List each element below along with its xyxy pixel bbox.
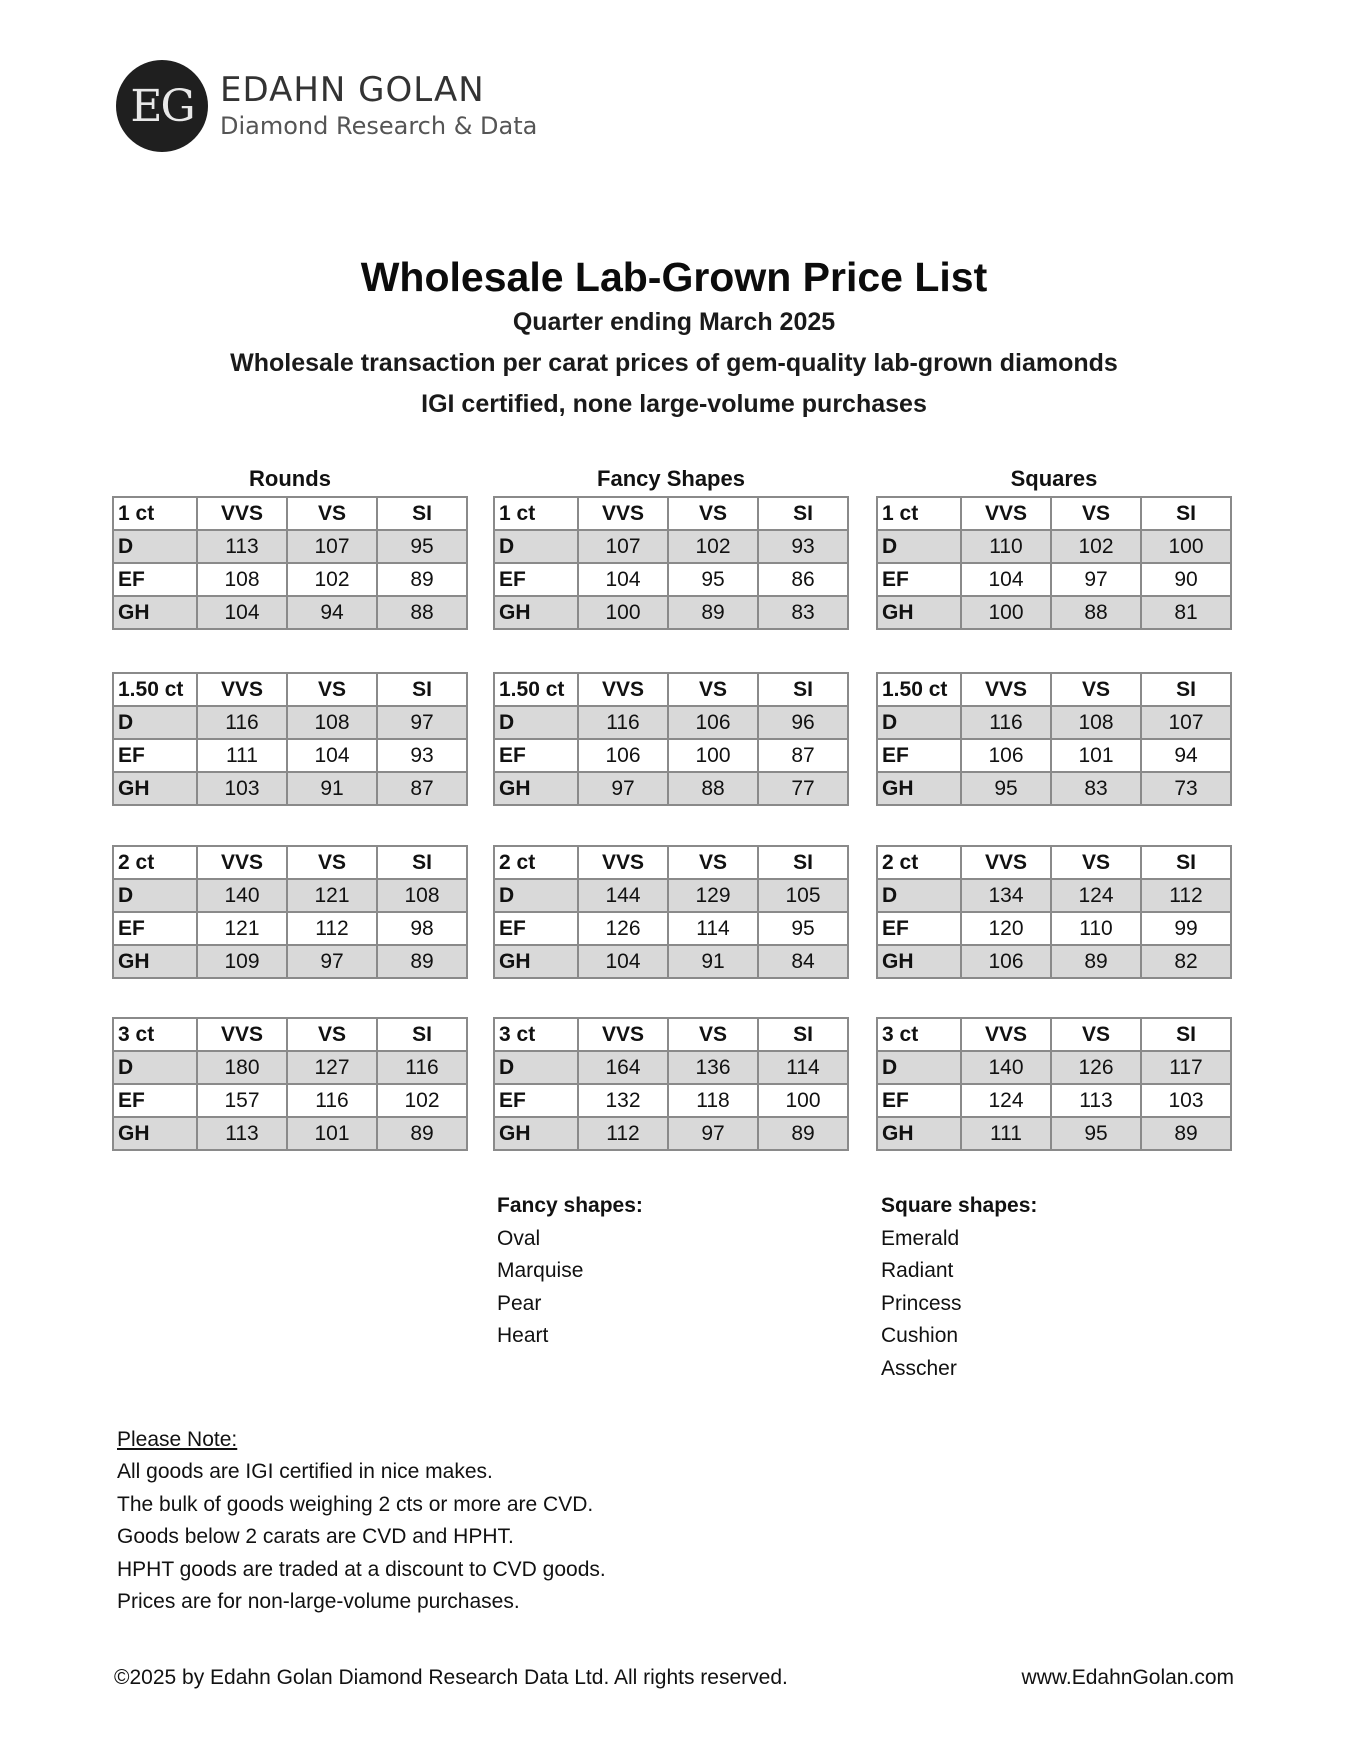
- price-cell: 104: [197, 596, 287, 629]
- carat-size-cell: 1.50 ct: [494, 673, 578, 706]
- color-grade-cell: EF: [877, 563, 961, 596]
- price-cell: 121: [287, 879, 377, 912]
- table-row: [877, 563, 1231, 596]
- price-cell: 107: [578, 530, 668, 563]
- color-grade-cell: EF: [494, 563, 578, 596]
- color-grade-cell: EF: [877, 1084, 961, 1117]
- price-cell: 113: [197, 1117, 287, 1150]
- note-line: The bulk of goods weighing 2 cts or more are CVD.: [117, 1492, 594, 1516]
- page-certification-note: IGI certified, none large-volume purchases: [421, 390, 927, 418]
- price-cell: 117: [1141, 1051, 1231, 1084]
- color-grade-cell: GH: [113, 945, 197, 978]
- fancy-column-title: Fancy Shapes: [597, 466, 745, 491]
- table-row: [877, 739, 1231, 772]
- price-cell: 88: [377, 596, 467, 629]
- table-row: [494, 1117, 848, 1150]
- color-grade-cell: GH: [877, 1117, 961, 1150]
- price-cell: 101: [1051, 739, 1141, 772]
- color-grade-cell: GH: [113, 772, 197, 805]
- price-cell: 106: [578, 739, 668, 772]
- price-cell: 86: [758, 563, 848, 596]
- table-row: [494, 945, 848, 978]
- price-cell: 96: [758, 706, 848, 739]
- price-cell: 102: [1051, 530, 1141, 563]
- price-cell: 97: [1051, 563, 1141, 596]
- price-cell: 100: [578, 596, 668, 629]
- price-cell: 116: [961, 706, 1051, 739]
- price-cell: 108: [197, 563, 287, 596]
- logo-monogram: EG: [116, 60, 208, 152]
- price-cell: 108: [287, 706, 377, 739]
- price-cell: 124: [961, 1084, 1051, 1117]
- clarity-header-cell: VS: [1051, 497, 1141, 530]
- table-header-row: [113, 846, 467, 879]
- fancy-price-table: [493, 672, 849, 806]
- table-header-row: [494, 1018, 848, 1051]
- clarity-header-cell: SI: [1141, 846, 1231, 879]
- table-row: [494, 739, 848, 772]
- price-cell: 110: [1051, 912, 1141, 945]
- price-cell: 129: [668, 879, 758, 912]
- color-grade-cell: GH: [494, 1117, 578, 1150]
- footer-copyright: ©2025 by Edahn Golan Diamond Research Data Ltd. All rights reserved.: [114, 1666, 788, 1689]
- notes-section: [117, 1424, 606, 1618]
- price-cell: 97: [668, 1117, 758, 1150]
- rounds-price-table: [112, 1017, 468, 1151]
- square-shapes-list: [881, 1190, 1037, 1385]
- table-row: [877, 879, 1231, 912]
- table-row: [877, 596, 1231, 629]
- fancy-price-table: [493, 496, 849, 630]
- price-cell: 140: [197, 879, 287, 912]
- clarity-header-cell: SI: [758, 673, 848, 706]
- squares-price-table: [876, 496, 1232, 630]
- clarity-header-cell: VS: [287, 497, 377, 530]
- footer-website-link[interactable]: www.EdahnGolan.com: [1021, 1666, 1234, 1689]
- color-grade-cell: GH: [877, 772, 961, 805]
- clarity-header-cell: SI: [758, 497, 848, 530]
- color-grade-cell: EF: [113, 563, 197, 596]
- clarity-header-cell: VS: [668, 1018, 758, 1051]
- table-row: [877, 912, 1231, 945]
- color-grade-cell: EF: [113, 739, 197, 772]
- clarity-header-cell: VS: [1051, 1018, 1141, 1051]
- note-line: Goods below 2 carats are CVD and HPHT.: [117, 1525, 514, 1549]
- price-cell: 118: [668, 1084, 758, 1117]
- price-cell: 121: [197, 912, 287, 945]
- table-row: [494, 912, 848, 945]
- color-grade-cell: EF: [494, 912, 578, 945]
- price-cell: 107: [287, 530, 377, 563]
- table-row: [113, 1117, 467, 1150]
- clarity-header-cell: VVS: [578, 673, 668, 706]
- color-grade-cell: D: [877, 1051, 961, 1084]
- price-cell: 83: [1051, 772, 1141, 805]
- square-shapes-label: Square shapes:: [881, 1194, 1038, 1217]
- price-cell: 104: [287, 739, 377, 772]
- price-cell: 140: [961, 1051, 1051, 1084]
- table-row: [877, 772, 1231, 805]
- color-grade-cell: D: [494, 706, 578, 739]
- price-cell: 126: [1051, 1051, 1141, 1084]
- price-cell: 89: [758, 1117, 848, 1150]
- price-cell: 157: [197, 1084, 287, 1117]
- clarity-header-cell: VVS: [197, 497, 287, 530]
- price-cell: 113: [197, 530, 287, 563]
- fancy-price-table: [493, 845, 849, 979]
- page-description: Wholesale transaction per carat prices of gem-quality lab-grown diamonds: [230, 349, 1118, 377]
- price-cell: 164: [578, 1051, 668, 1084]
- color-grade-cell: EF: [113, 1084, 197, 1117]
- table-row: [877, 1084, 1231, 1117]
- price-cell: 126: [578, 912, 668, 945]
- note-line: Prices are for non-large-volume purchases.: [117, 1590, 520, 1614]
- clarity-header-cell: VVS: [197, 846, 287, 879]
- clarity-header-cell: VS: [1051, 673, 1141, 706]
- table-header-row: [494, 673, 848, 706]
- clarity-header-cell: VVS: [961, 1018, 1051, 1051]
- carat-size-cell: 3 ct: [494, 1018, 578, 1051]
- table-row: [113, 1084, 467, 1117]
- price-cell: 77: [758, 772, 848, 805]
- clarity-header-cell: SI: [1141, 673, 1231, 706]
- price-cell: 136: [668, 1051, 758, 1084]
- color-grade-cell: EF: [494, 739, 578, 772]
- table-row: [113, 879, 467, 912]
- logo-name: EDAHN GOLAN: [220, 70, 485, 110]
- rounds-price-table: [112, 845, 468, 979]
- table-row: [494, 596, 848, 629]
- price-cell: 134: [961, 879, 1051, 912]
- table-row: [113, 945, 467, 978]
- price-cell: 180: [197, 1051, 287, 1084]
- rounds-price-table: [112, 496, 468, 630]
- clarity-header-cell: SI: [377, 1018, 467, 1051]
- price-cell: 104: [578, 945, 668, 978]
- price-cell: 95: [668, 563, 758, 596]
- price-cell: 97: [377, 706, 467, 739]
- price-cell: 108: [1051, 706, 1141, 739]
- price-cell: 112: [287, 912, 377, 945]
- carat-size-cell: 3 ct: [113, 1018, 197, 1051]
- price-cell: 116: [287, 1084, 377, 1117]
- clarity-header-cell: SI: [1141, 497, 1231, 530]
- price-cell: 144: [578, 879, 668, 912]
- price-cell: 112: [578, 1117, 668, 1150]
- price-cell: 89: [1141, 1117, 1231, 1150]
- table-header-row: [113, 673, 467, 706]
- list-item: Asscher: [881, 1356, 957, 1380]
- price-cell: 114: [758, 1051, 848, 1084]
- page-title: Wholesale Lab-Grown Price List: [360, 254, 988, 300]
- table-row: [494, 563, 848, 596]
- fancy-price-table: [493, 1017, 849, 1151]
- price-cell: 95: [758, 912, 848, 945]
- price-cell: 102: [377, 1084, 467, 1117]
- price-cell: 107: [1141, 706, 1231, 739]
- clarity-header-cell: SI: [377, 846, 467, 879]
- price-cell: 106: [668, 706, 758, 739]
- list-item: Radiant: [881, 1259, 954, 1282]
- clarity-header-cell: SI: [1141, 1018, 1231, 1051]
- price-cell: 89: [377, 1117, 467, 1150]
- clarity-header-cell: VVS: [961, 846, 1051, 879]
- price-cell: 89: [1051, 945, 1141, 978]
- table-row: [877, 706, 1231, 739]
- color-grade-cell: GH: [494, 596, 578, 629]
- price-cell: 100: [961, 596, 1051, 629]
- table-header-row: [494, 846, 848, 879]
- price-cell: 100: [758, 1084, 848, 1117]
- price-cell: 111: [197, 739, 287, 772]
- table-header-row: [113, 1018, 467, 1051]
- color-grade-cell: EF: [494, 1084, 578, 1117]
- table-row: [877, 1051, 1231, 1084]
- list-item: Oval: [497, 1226, 541, 1250]
- table-row: [113, 563, 467, 596]
- color-grade-cell: EF: [113, 912, 197, 945]
- color-grade-cell: D: [113, 530, 197, 563]
- price-cell: 93: [758, 530, 848, 563]
- squares-price-table: [876, 1017, 1232, 1151]
- notes-title: Please Note:: [117, 1428, 238, 1451]
- price-cell: 84: [758, 945, 848, 978]
- price-cell: 110: [961, 530, 1051, 563]
- clarity-header-cell: VS: [668, 497, 758, 530]
- price-cell: 95: [961, 772, 1051, 805]
- price-cell: 93: [377, 739, 467, 772]
- price-cell: 91: [668, 945, 758, 978]
- table-row: [113, 739, 467, 772]
- price-cell: 94: [1141, 739, 1231, 772]
- table-row: [494, 772, 848, 805]
- carat-size-cell: 2 ct: [494, 846, 578, 879]
- clarity-header-cell: VVS: [578, 846, 668, 879]
- color-grade-cell: EF: [877, 912, 961, 945]
- carat-size-cell: 1 ct: [494, 497, 578, 530]
- price-cell: 103: [197, 772, 287, 805]
- price-cell: 124: [1051, 879, 1141, 912]
- table-row: [494, 1051, 848, 1084]
- price-cell: 87: [377, 772, 467, 805]
- rounds-price-table: [112, 672, 468, 806]
- fancy-shapes-list: [497, 1190, 643, 1353]
- price-cell: 112: [1141, 879, 1231, 912]
- clarity-header-cell: VVS: [578, 497, 668, 530]
- color-grade-cell: D: [113, 879, 197, 912]
- table-row: [113, 1051, 467, 1084]
- price-cell: 109: [197, 945, 287, 978]
- list-item: Emerald: [881, 1226, 960, 1250]
- document-header: [0, 252, 1348, 425]
- table-row: [113, 912, 467, 945]
- clarity-header-cell: VS: [287, 1018, 377, 1051]
- clarity-header-cell: SI: [758, 1018, 848, 1051]
- list-item: Pear: [497, 1291, 542, 1315]
- color-grade-cell: GH: [877, 596, 961, 629]
- table-row: [113, 596, 467, 629]
- price-cell: 106: [961, 739, 1051, 772]
- price-cell: 132: [578, 1084, 668, 1117]
- clarity-header-cell: VS: [668, 673, 758, 706]
- table-row: [877, 1117, 1231, 1150]
- clarity-header-cell: VVS: [961, 673, 1051, 706]
- table-row: [113, 706, 467, 739]
- table-header-row: [877, 673, 1231, 706]
- clarity-header-cell: VVS: [961, 497, 1051, 530]
- price-cell: 102: [668, 530, 758, 563]
- table-row: [494, 1084, 848, 1117]
- price-cell: 95: [377, 530, 467, 563]
- price-cell: 89: [377, 945, 467, 978]
- price-cell: 89: [668, 596, 758, 629]
- table-header-row: [877, 846, 1231, 879]
- note-line: HPHT goods are traded at a discount to CVD goods.: [117, 1557, 606, 1581]
- squares-price-table: [876, 845, 1232, 979]
- price-cell: 100: [668, 739, 758, 772]
- table-row: [494, 706, 848, 739]
- color-grade-cell: GH: [494, 945, 578, 978]
- fancy-shapes-label: Fancy shapes:: [497, 1194, 643, 1217]
- color-grade-cell: D: [877, 530, 961, 563]
- price-cell: 106: [961, 945, 1051, 978]
- price-cell: 100: [1141, 530, 1231, 563]
- price-cell: 103: [1141, 1084, 1231, 1117]
- color-grade-cell: D: [113, 706, 197, 739]
- list-item: Heart: [497, 1324, 549, 1347]
- price-cell: 95: [1051, 1117, 1141, 1150]
- table-header-row: [877, 1018, 1231, 1051]
- clarity-header-cell: VVS: [197, 1018, 287, 1051]
- clarity-header-cell: VVS: [197, 673, 287, 706]
- table-header-row: [113, 497, 467, 530]
- clarity-header-cell: SI: [377, 673, 467, 706]
- price-cell: 89: [377, 563, 467, 596]
- clarity-header-cell: VS: [287, 673, 377, 706]
- page-subtitle: Quarter ending March 2025: [512, 308, 836, 336]
- price-cell: 91: [287, 772, 377, 805]
- clarity-header-cell: SI: [377, 497, 467, 530]
- price-cell: 113: [1051, 1084, 1141, 1117]
- logo: [116, 60, 537, 152]
- clarity-header-cell: VVS: [578, 1018, 668, 1051]
- rounds-column-title: Rounds: [249, 466, 331, 491]
- table-row: [494, 530, 848, 563]
- price-cell: 82: [1141, 945, 1231, 978]
- table-row: [113, 530, 467, 563]
- price-cell: 104: [578, 563, 668, 596]
- price-cell: 99: [1141, 912, 1231, 945]
- price-cell: 88: [1051, 596, 1141, 629]
- price-cell: 97: [287, 945, 377, 978]
- price-cell: 81: [1141, 596, 1231, 629]
- color-grade-cell: GH: [494, 772, 578, 805]
- price-cell: 111: [961, 1117, 1051, 1150]
- list-item: Princess: [881, 1291, 962, 1315]
- price-cell: 98: [377, 912, 467, 945]
- clarity-header-cell: VS: [1051, 846, 1141, 879]
- carat-size-cell: 1 ct: [113, 497, 197, 530]
- price-cell: 116: [578, 706, 668, 739]
- price-cell: 116: [377, 1051, 467, 1084]
- clarity-header-cell: VS: [287, 846, 377, 879]
- color-grade-cell: D: [494, 1051, 578, 1084]
- table-row: [113, 772, 467, 805]
- color-grade-cell: D: [877, 879, 961, 912]
- price-cell: 108: [377, 879, 467, 912]
- list-item: Cushion: [881, 1324, 959, 1347]
- squares-price-table: [876, 672, 1232, 806]
- carat-size-cell: 1 ct: [877, 497, 961, 530]
- table-row: [494, 879, 848, 912]
- price-cell: 97: [578, 772, 668, 805]
- carat-size-cell: 2 ct: [877, 846, 961, 879]
- color-grade-cell: GH: [877, 945, 961, 978]
- color-grade-cell: EF: [877, 739, 961, 772]
- price-cell: 90: [1141, 563, 1231, 596]
- color-grade-cell: D: [494, 879, 578, 912]
- color-grade-cell: D: [113, 1051, 197, 1084]
- price-cell: 105: [758, 879, 848, 912]
- price-cell: 116: [197, 706, 287, 739]
- color-grade-cell: GH: [113, 596, 197, 629]
- price-cell: 101: [287, 1117, 377, 1150]
- price-cell: 127: [287, 1051, 377, 1084]
- note-line: All goods are IGI certified in nice makes.: [117, 1460, 493, 1484]
- price-cell: 104: [961, 563, 1051, 596]
- clarity-header-cell: VS: [668, 846, 758, 879]
- squares-column-title: Squares: [1010, 466, 1098, 491]
- logo-tagline: Diamond Research & Data: [220, 112, 538, 140]
- color-grade-cell: D: [877, 706, 961, 739]
- table-header-row: [877, 497, 1231, 530]
- price-cell: 73: [1141, 772, 1231, 805]
- table-row: [877, 530, 1231, 563]
- price-cell: 120: [961, 912, 1051, 945]
- table-header-row: [494, 497, 848, 530]
- clarity-header-cell: SI: [758, 846, 848, 879]
- carat-size-cell: 3 ct: [877, 1018, 961, 1051]
- price-cell: 94: [287, 596, 377, 629]
- carat-size-cell: 1.50 ct: [877, 673, 961, 706]
- carat-size-cell: 2 ct: [113, 846, 197, 879]
- table-row: [877, 945, 1231, 978]
- price-cell: 102: [287, 563, 377, 596]
- color-grade-cell: GH: [113, 1117, 197, 1150]
- price-cell: 83: [758, 596, 848, 629]
- price-cell: 114: [668, 912, 758, 945]
- carat-size-cell: 1.50 ct: [113, 673, 197, 706]
- list-item: Marquise: [497, 1259, 584, 1282]
- price-cell: 88: [668, 772, 758, 805]
- price-cell: 87: [758, 739, 848, 772]
- color-grade-cell: D: [494, 530, 578, 563]
